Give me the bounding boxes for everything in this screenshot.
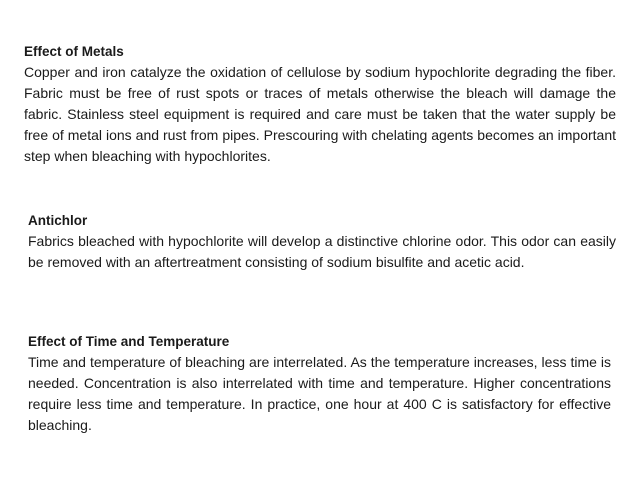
section-heading: Effect of Time and Temperature bbox=[28, 334, 230, 349]
section-effect-of-time-and-temperature bbox=[28, 332, 611, 436]
section-body: Copper and iron catalyze the oxidation of cellulose by sodium hypochlorite degrading the fiber. Fabric must be free of rust spots or traces of metals otherwise the bleach will damage the fabric. Stainless steel equipment is required and care must be taken that the water supply be free of metal ions and rust from pipes. Prescouring with chelating agents becomes an important step when bleaching with hypochlorites. bbox=[24, 64, 616, 164]
section-heading: Effect of Metals bbox=[24, 44, 124, 59]
section-antichlor bbox=[28, 211, 616, 273]
section-body: Time and temperature of bleaching are interrelated. As the temperature increases, less time is needed. Concentration is also interrelated with time and temperature. Higher concentrations require less time and temperature. In practice, one hour at 400 C is satisfactory for effective bleaching. bbox=[28, 354, 611, 433]
section-body: Fabrics bleached with hypochlorite will develop a distinctive chlorine odor. This odor can easily be removed with an aftertreatment consisting of sodium bisulfite and acetic acid. bbox=[28, 233, 616, 270]
section-effect-of-metals bbox=[24, 42, 616, 167]
section-heading: Antichlor bbox=[28, 213, 88, 228]
